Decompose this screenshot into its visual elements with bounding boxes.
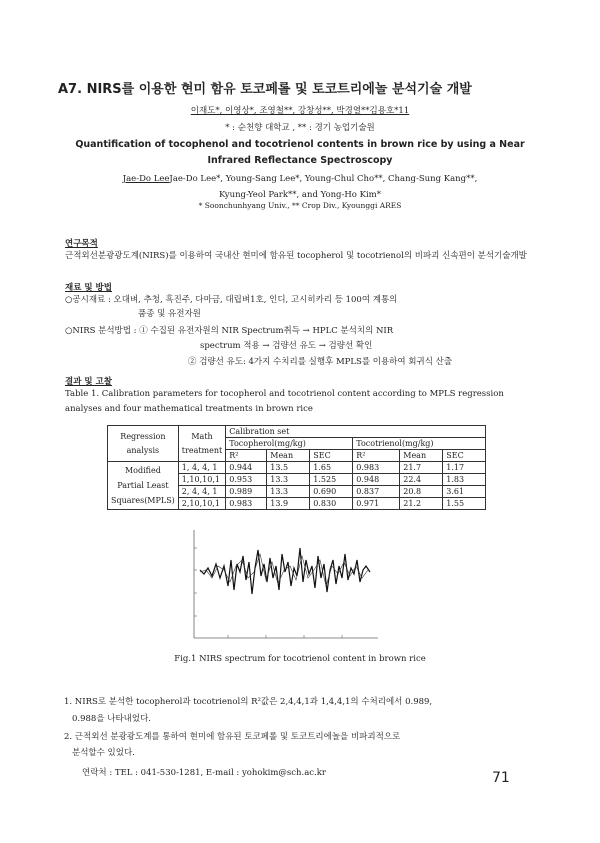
materials-line1: ○공시재료 : 오대벼, 추청, 흑진주, 다마금, 대립벼1호, 인디, 고시히카리 등 100여 계통의 — [65, 295, 398, 305]
method-line3: ② 검량선 유도: 4가지 수치리를 실행후 MPLS를 이용하여 회귀식 산출 — [188, 357, 453, 367]
cell: 21.7 — [400, 462, 443, 474]
header-regression: Regression analysis — [108, 426, 179, 462]
cell: 1.17 — [443, 462, 486, 474]
header-r2: R² — [353, 450, 400, 462]
cell: 2,10,10,1 — [178, 498, 225, 510]
conclusion-2a: 2. 근적외선 분광광도계를 통하여 현미에 함유된 토코페롤 및 토코트리에놀을 비파괴적으로 — [64, 732, 401, 742]
cell: 13.3 — [267, 474, 310, 486]
header-math: Math treatment — [178, 426, 225, 462]
cell: 0.989 — [226, 486, 267, 498]
cell: 0.983 — [353, 462, 400, 474]
title-english: Quantification of tocophenol and tocotrienol contents in brown rice by using a Near Infrared Reflectance Spectroscopy — [75, 139, 525, 166]
table-caption: Table 1. Calibration parameters for tocopherol and tocotrienol content according to MPLS regression analyses and four mathematical treatments in brown rice — [65, 389, 504, 414]
cell: 0.983 — [226, 498, 267, 510]
authors-en-line2: Kyung-Yeol Park**, and Yong-Ho Kim* — [219, 190, 381, 200]
materials-line2: 품종 및 유전자원 — [138, 309, 201, 319]
authors-english — [60, 171, 540, 203]
cell: 1.55 — [443, 498, 486, 510]
cell: 0.837 — [353, 486, 400, 498]
section-results: 결과 및 고찰 — [65, 377, 112, 387]
cell: 0.971 — [353, 498, 400, 510]
paper-title: A7. NIRS를 이용한 현미 함유 토코페롤 및 토코트리에놀 분석기술 개발 — [58, 82, 472, 97]
method-line1: ○NIRS 분석방법 : ① 수집된 유전자원의 NIR Spectrum취득 → HPLC 분석치의 NIR — [65, 326, 394, 336]
cell: 13.3 — [267, 486, 310, 498]
figure-caption: Fig.1 NIRS spectrum for tocotrienol content in brown rice — [174, 654, 426, 664]
header-mean: Mean — [400, 450, 443, 462]
author-lead: Jae-Do Lee — [122, 174, 170, 184]
page-number: 71 — [492, 770, 510, 786]
cell: 3.61 — [443, 486, 486, 498]
header-r2: R² — [226, 450, 267, 462]
header-tocotrienol: Tocotrienol(mg/kg) — [353, 438, 486, 450]
conclusion-2b: 분석할수 있었다. — [72, 748, 135, 758]
header-sec: SEC — [443, 450, 486, 462]
header-mean: Mean — [267, 450, 310, 462]
cell: 0.953 — [226, 474, 267, 486]
conclusion-1a: 1. NIRS로 분석한 tocopherol과 tocotrienol의 R²값은 2,4,4,1과 1,4,4,1의 수처리에서 0.989, — [64, 697, 433, 707]
cell: 2, 4, 4, 1 — [178, 486, 225, 498]
purpose-text: 근적외선분광광도계(NIRS)를 이용하여 국내산 현미에 함유된 tocopherol 및 tocotrienol의 비파괴 신속편이 분석기술개발 — [65, 251, 527, 261]
method-cell: Modified Partial Least Squares(MPLS) — [108, 462, 179, 510]
cell: 0.944 — [226, 462, 267, 474]
affiliation-english: * Soonchunhyang Univ., ** Crop Div., Kyounggi ARES — [198, 201, 402, 210]
section-purpose: 연구목적 — [65, 239, 98, 249]
cell: 13.5 — [267, 462, 310, 474]
nirs-spectrum-figure — [168, 520, 400, 648]
header-sec: SEC — [310, 450, 353, 462]
section-materials: 재료 및 방법 — [65, 283, 112, 293]
authors-en-line1: Jae-Do Lee*, Young-Sang Lee*, Young-Chul Cho**, Chang-Sung Kang**, — [169, 174, 478, 184]
cell: 22.4 — [400, 474, 443, 486]
contact-info: 연락처 : TEL : 041-530-1281, E-mail : yohokim@sch.ac.kr — [82, 768, 326, 778]
cell: 1,10,10,1 — [178, 474, 225, 486]
affiliation-korean: * : 순천향 대학교 , ** : 경기 농업기술원 — [225, 123, 375, 133]
cell: 1.65 — [310, 462, 353, 474]
calibration-table — [107, 425, 486, 510]
cell: 1.83 — [443, 474, 486, 486]
table-row — [108, 462, 486, 474]
cell: 13.9 — [267, 498, 310, 510]
conclusion-1b: 0.988을 나타내었다. — [72, 714, 152, 724]
cell: 0.948 — [353, 474, 400, 486]
cell: 0.690 — [310, 486, 353, 498]
cell: 21.2 — [400, 498, 443, 510]
cell: 0.830 — [310, 498, 353, 510]
authors-korean: 이재도*, 이영상*, 조영철**, 강창성**, 박경열**김용호*11 — [190, 106, 410, 116]
cell: 1, 4, 4, 1 — [178, 462, 225, 474]
header-calibration-set: Calibration set — [226, 426, 486, 438]
cell: 1.525 — [310, 474, 353, 486]
header-tocopherol: Tocopherol(mg/kg) — [226, 438, 353, 450]
method-line2: spectrum 적용 → 검량선 유도 → 검량선 확인 — [200, 341, 373, 351]
cell: 20.8 — [400, 486, 443, 498]
